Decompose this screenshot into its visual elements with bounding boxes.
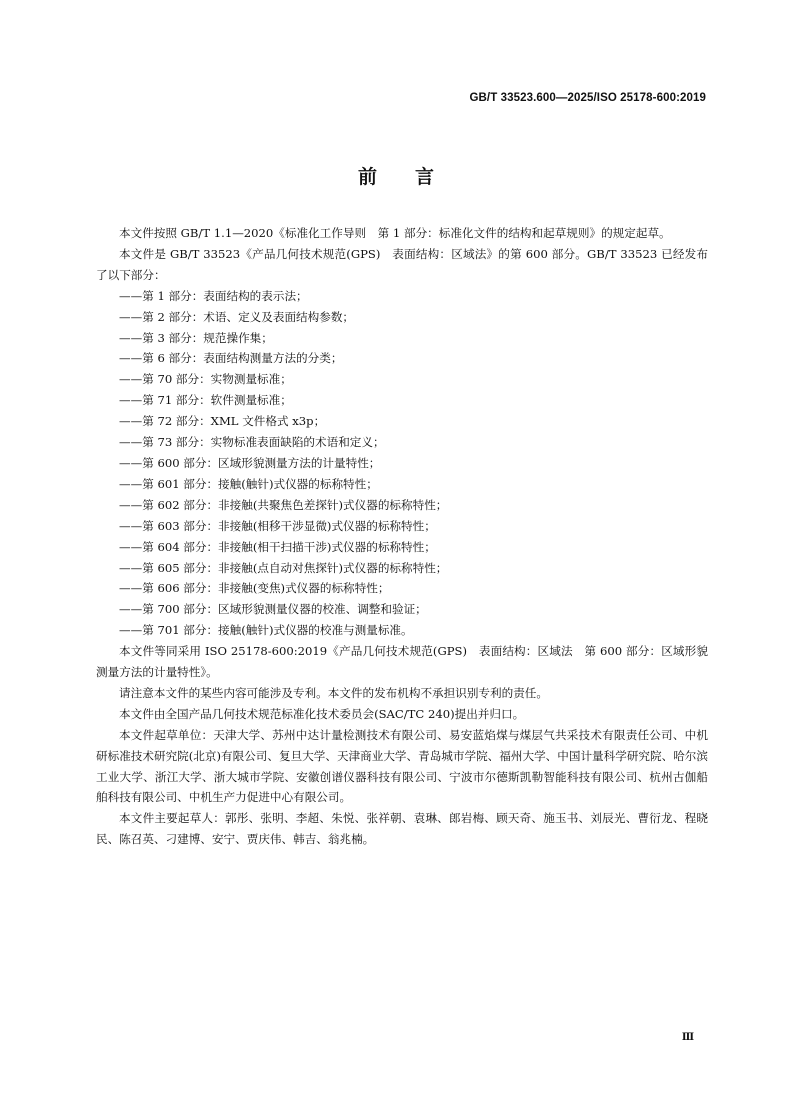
paragraph: 本文件是 GB/T 33523《产品几何技术规范(GPS) 表面结构：区域法》的第 600 部分。GB/T 33523 已经发布了以下部分： [96,246,708,282]
list-item: ——第 600 部分：区域形貌测量方法的计量特性； [119,455,381,470]
parts-list [96,286,708,641]
list-item: ——第 1 部分：表面结构的表示法； [119,288,308,303]
page-title: 前言 [357,166,472,188]
list-item: ——第 604 部分：非接触(相干扫描干涉)式仪器的标称特性； [119,539,436,554]
main-drafters: 本文件主要起草人：郭彤、张明、李超、朱悦、张祥朝、袁琳、郎岩梅、顾天奇、施玉书、刘辰光、曹衍龙、程晓民、陈召英、刁建博、安宁、贾庆伟、韩吉、翁兆楠。 [96,811,708,847]
drafting-units: 本文件起草单位：天津大学、苏州中达计量检测技术有限公司、易安蓝焰煤与煤层气共采技术有限责任公司、中机研标准技术研究院(北京)有限公司、复旦大学、天津商业大学、青岛城市学院、福州大学、中国计量科学研究院、哈尔滨工业大学、浙江大学、浙大城市学院、安徽创谱仪器科技有限公司、宁波市尔德斯凯勒智能科技有限公司、杭州古伽船舶科技有限公司、中机生产力促进中心有限公司。 [96,727,708,805]
list-item: ——第 71 部分：软件测量标准； [119,393,292,408]
list-item: ——第 603 部分：非接触(相移干涉显微)式仪器的标称特性； [119,518,436,533]
page-number: Ⅲ [681,1032,694,1043]
list-item: ——第 70 部分：实物测量标准； [119,372,292,387]
list-item: ——第 602 部分：非接触(共聚焦色差探针)式仪器的标称特性； [119,497,448,512]
list-item: ——第 605 部分：非接触(点自动对焦探针)式仪器的标称特性； [119,560,448,575]
list-item: ——第 3 部分：规范操作集； [119,330,273,345]
list-item: ——第 601 部分：接触(触针)式仪器的标称特性； [119,476,378,491]
list-item: ——第 73 部分：实物标准表面缺陷的术语和定义； [119,435,385,450]
list-item: ——第 2 部分：术语、定义及表面结构参数； [119,309,355,324]
list-item: ——第 606 部分：非接触(变焦)式仪器的标称特性； [119,581,390,596]
paragraph: 本文件由全国产品几何技术规范标准化技术委员会(SAC/TC 240)提出并归口。 [119,706,525,721]
list-item: ——第 72 部分：XML 文件格式 x3p； [119,414,326,429]
patent-notice: 请注意本文件的某些内容可能涉及专利。本文件的发布机构不承担识别专利的责任。 [119,685,548,700]
foreword-body [96,223,708,850]
paragraph: 本文件按照 GB/T 1.1—2020《标准化工作导则 第 1 部分：标准化文件的结构和起草规则》的规定起草。 [119,226,671,240]
paragraph: 本文件等同采用 ISO 25178-600:2019《产品几何技术规范(GPS) 表面结构：区域法 第 600 部分：区域形貌测量方法的计量特性》。 [96,644,708,680]
list-item: ——第 6 部分：表面结构测量方法的分类； [119,351,343,366]
list-item: ——第 701 部分：接触(触针)式仪器的校准与测量标准。 [119,623,413,638]
list-item: ——第 700 部分：区域形貌测量仪器的校准、调整和验证； [119,602,427,617]
standard-code: GB/T 33523.600—2025/ISO 25178-600:2019 [469,92,706,104]
